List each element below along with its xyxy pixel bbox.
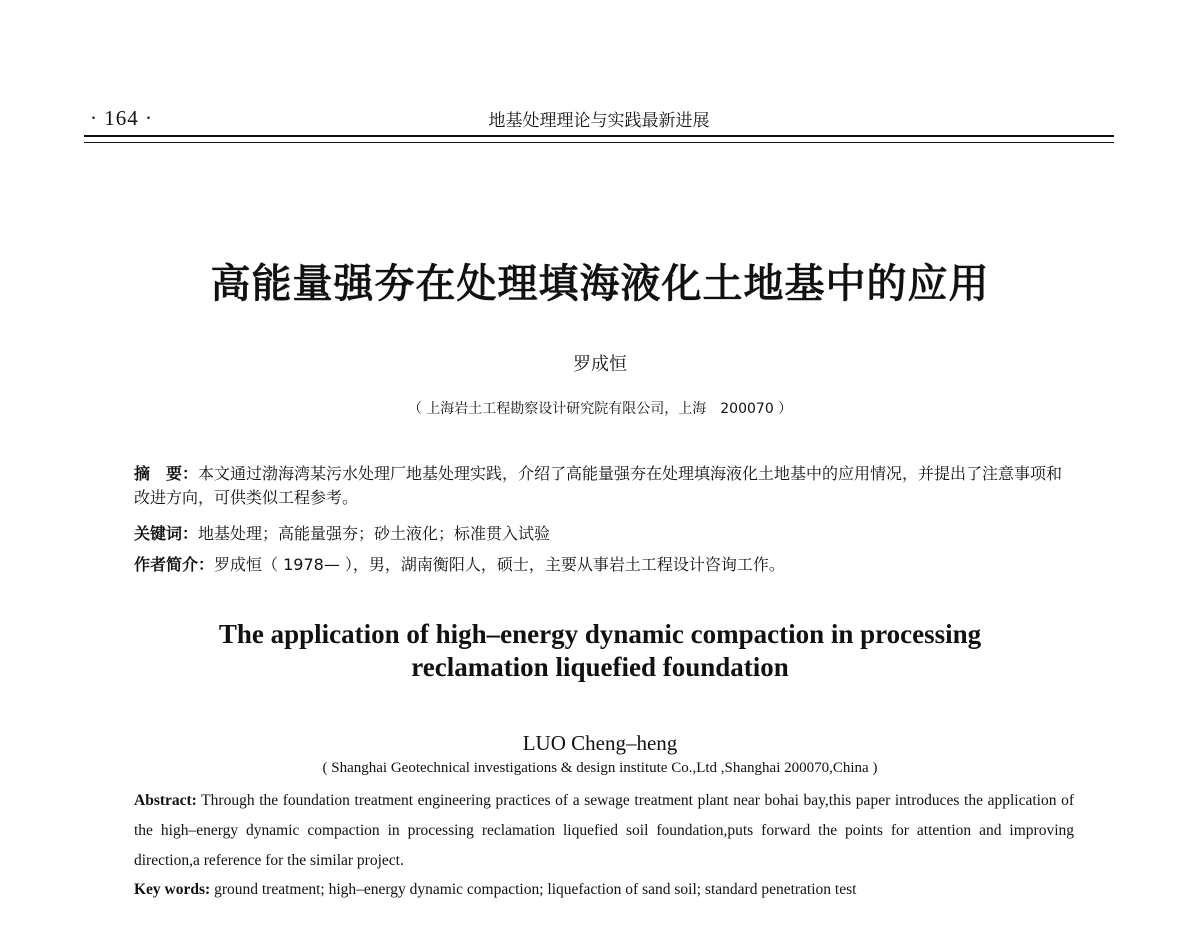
english-title: [0, 618, 1200, 684]
chinese-affiliation: （ 上海岩土工程勘察设计研究院有限公司，上海 200070 ）: [407, 401, 793, 417]
chinese-abstract-text: 本文通过渤海湾某污水处理厂地基处理实践，介绍了高能量强夯在处理填海液化土地基中的应用情况，并提出了注意事项和改进方向，可供类似工程参考。: [134, 464, 1063, 507]
chinese-keywords-text: 地基处理；高能量强夯；砂土液化；标准贯入试验: [198, 524, 551, 543]
chinese-title: 高能量强夯在处理填海液化土地基中的应用: [210, 261, 990, 307]
running-header: [84, 102, 1114, 132]
english-affiliation: ( Shanghai Geotechnical investigations & design institute Co.,Ltd ,Shanghai 200070,China ): [322, 760, 878, 776]
english-author: LUO Cheng–heng: [522, 731, 678, 755]
chinese-abstract: [134, 462, 1074, 510]
header-rule-thick: [84, 135, 1114, 137]
chinese-keywords-label: 关键词：: [134, 524, 199, 543]
english-abstract: [134, 786, 1074, 876]
author-bio: [134, 553, 1074, 577]
author-bio-label: 作者简介：: [134, 555, 215, 574]
english-keywords-label: Key words:: [134, 881, 211, 898]
english-title-line-2: reclamation liquefied foundation: [411, 652, 789, 682]
chinese-keywords: [134, 522, 1074, 546]
chinese-author: 罗成恒: [573, 354, 627, 375]
journal-title: 地基处理理论与实践最新进展: [488, 111, 710, 131]
english-title-line-1: The application of high–energy dynamic compaction in processing: [218, 619, 982, 649]
english-keywords-text: ground treatment; high–energy dynamic compaction; liquefaction of sand soil; standard penetration test: [210, 881, 857, 898]
english-abstract-label: Abstract:: [134, 792, 197, 809]
chinese-abstract-label: 摘 要：: [134, 464, 199, 483]
author-bio-text: 罗成恒（ 1978— ），男，湖南衡阳人，硕士，主要从事岩土工程设计咨询工作。: [214, 555, 785, 574]
english-keywords: [134, 875, 1074, 905]
english-abstract-text: Through the foundation treatment engineering practices of a sewage treatment plant near bohai bay,this paper introduces the application of the high–energy dynamic compaction in processing reclamation liquefied soil foundation,puts forward the points for attention and improving direction,a reference for the similar project.: [134, 792, 1074, 869]
header-rule-thin: [84, 142, 1114, 143]
page-number: · 164 ·: [90, 106, 153, 130]
